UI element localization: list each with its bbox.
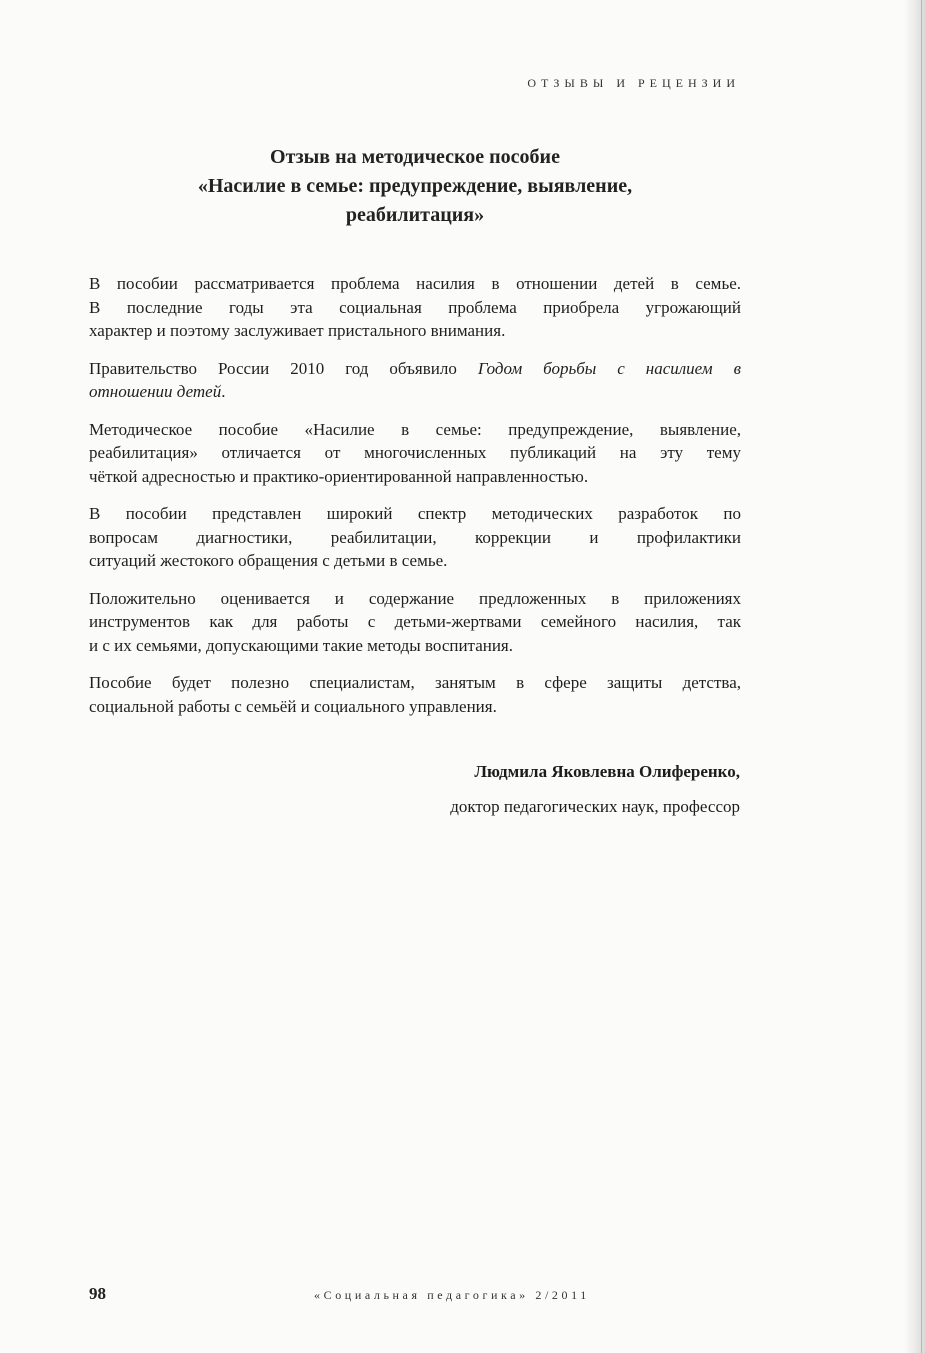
text-line: В пособии рассматривается проблема насилия в отношении детей в семье. — [89, 274, 741, 293]
title-line: реабилитация» — [345, 204, 485, 226]
text-line — [89, 380, 741, 404]
text-line: чёткой адресностью и практико-ориентированной направленностью. — [89, 466, 589, 486]
text-line: и с их семьями, допускающими такие методы воспитания. — [89, 635, 514, 655]
text-line: характер и поэтому заслуживает пристального внимания. — [89, 321, 506, 340]
text-line: вопросам диагностики, реабилитации, коррекции и профилактики — [89, 527, 741, 547]
text-line: ситуаций жестокого обращения с детьми в семье. — [89, 551, 448, 570]
text-span: Правительство России 2010 год объявило — [89, 358, 478, 378]
italic-phrase: отношении детей — [89, 382, 222, 401]
text-span: . — [221, 382, 226, 401]
text-line: Положительно оценивается и содержание предложенных в приложениях — [89, 588, 741, 608]
paragraph — [89, 418, 741, 489]
journal-footer: «Социальная педагогика» 2/2011 — [314, 1288, 590, 1302]
text-line: социальной работы с семьёй и социального управления. — [89, 696, 497, 716]
paragraph — [89, 671, 741, 718]
text-line: инструментов как для работы с детьми-жертвами семейного насилия, так — [89, 612, 741, 631]
paragraph — [89, 502, 741, 573]
article-title — [150, 143, 680, 230]
author-name: Людмила Яковлевна Олиференко, — [474, 762, 740, 781]
signature-block — [450, 760, 740, 819]
page-number: 98 — [89, 1284, 106, 1303]
title-line: Отзыв на методическое пособие — [270, 146, 560, 168]
paragraph — [89, 587, 741, 658]
text-line: Пособие будет полезно специалистам, занятым в сфере защиты детства, — [89, 673, 741, 692]
text-line — [89, 357, 741, 381]
text-line: Методическое пособие «Насилие в семье: предупреждение, выявление, — [89, 419, 741, 439]
scan-page-shadow — [904, 0, 926, 1353]
scan-page-edge — [921, 0, 922, 1353]
italic-phrase: Годом борьбы с насилием в — [477, 358, 742, 378]
article-body — [89, 272, 741, 732]
running-head: ОТЗЫВЫ И РЕЦЕНЗИИ — [527, 76, 740, 90]
paragraph — [89, 272, 741, 343]
text-line: реабилитация» отличается от многочисленных публикаций на эту тему — [89, 443, 741, 462]
paragraph — [89, 357, 741, 404]
title-line: «Насилие в семье: предупреждение, выявление, — [197, 175, 633, 197]
author-title: доктор педагогических наук, профессор — [450, 797, 740, 816]
text-line: В пособии представлен широкий спектр методических разработок по — [89, 504, 741, 523]
text-line: В последние годы эта социальная проблема приобрела угрожающий — [89, 297, 741, 317]
